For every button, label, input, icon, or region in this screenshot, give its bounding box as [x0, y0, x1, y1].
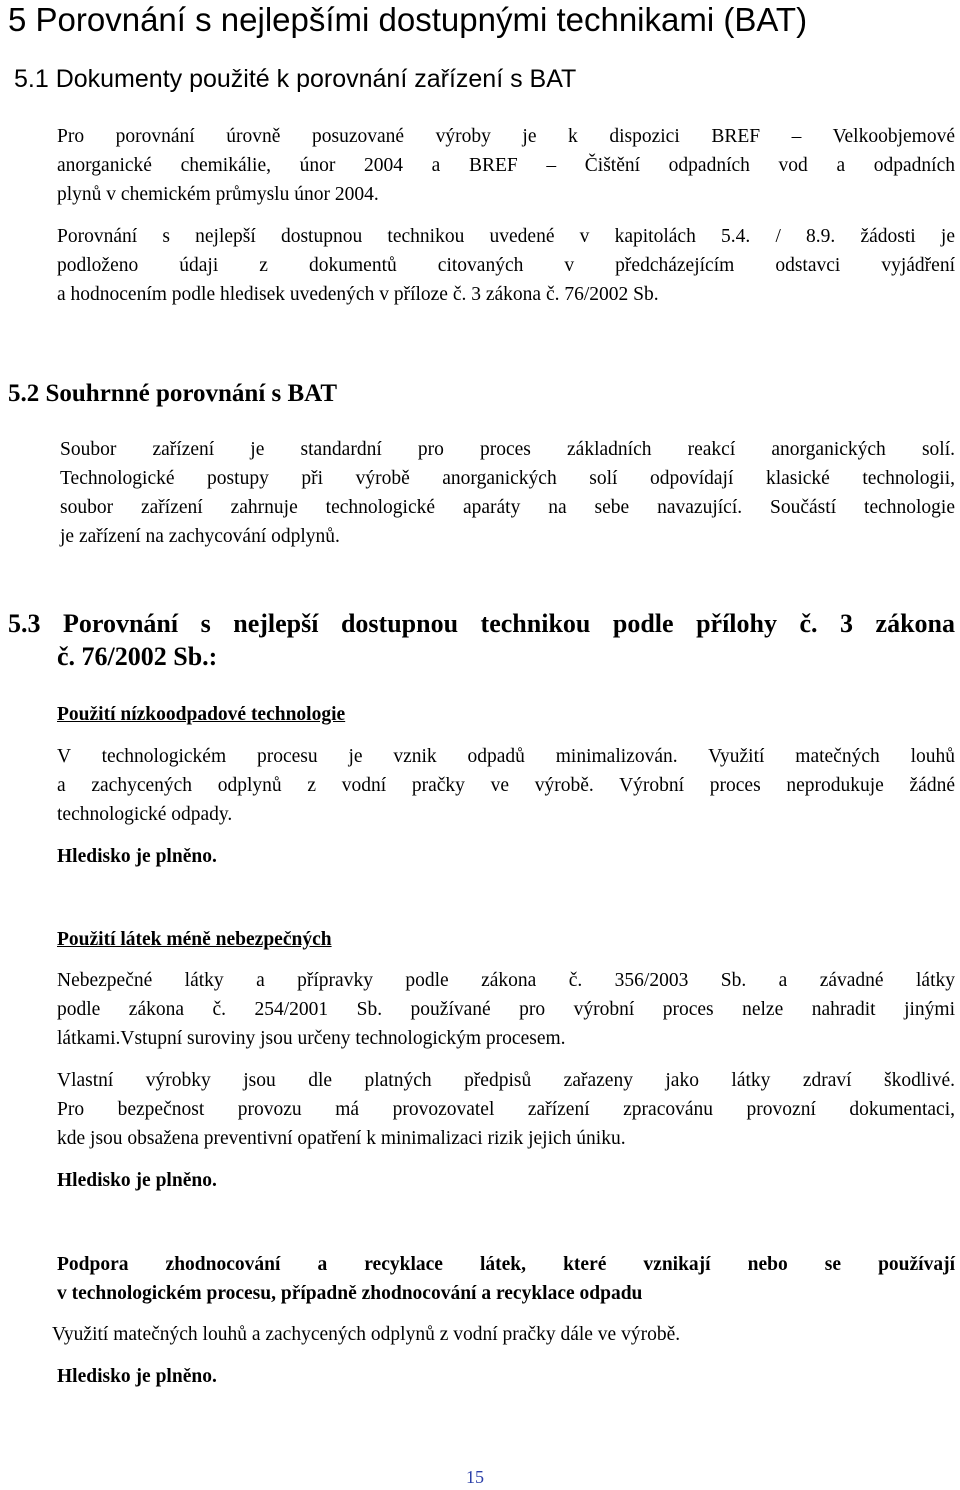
- criterion-title: Použití nízkoodpadové technologie: [57, 704, 346, 725]
- paragraph-line: Soubor zařízení je standardní pro proces základních reakcí anorganických solí.: [60, 439, 955, 460]
- criterion-title-cont: v technologickém procesu, případně zhodnocování a recyklace odpadu: [57, 1283, 643, 1304]
- paragraph-line: Pro bezpečnost provozu má provozovatel zařízení zpracovánu provozní dokumentaci,: [57, 1099, 955, 1120]
- paragraph-line: látkami.Vstupní suroviny jsou určeny technologickým procesem.: [57, 1028, 566, 1049]
- paragraph-line: technologické odpady.: [57, 804, 233, 825]
- paragraph-line: a zachycených odplynů z vodní pračky ve výrobě. Výrobní proces neprodukuje žádné: [57, 775, 955, 796]
- paragraph-line: a hodnocením podle hledisek uvedených v příloze č. 3 zákona č. 76/2002 Sb.: [57, 284, 659, 305]
- verdict: Hledisko je plněno.: [57, 846, 217, 867]
- paragraph-line: Nebezpečné látky a přípravky podle zákona č. 356/2003 Sb. a závadné látky: [57, 970, 955, 991]
- paragraph-line: Vlastní výrobky jsou dle platných předpisů zařazeny jako látky zdraví škodlivé.: [57, 1070, 955, 1091]
- paragraph-line: podloženo údaji z dokumentů citovaných v předcházejícím odstavci vyjádření: [57, 255, 955, 276]
- paragraph-line: V technologickém procesu je vznik odpadů minimalizován. Využití matečných louhů: [57, 746, 955, 767]
- paragraph-line: Porovnání s nejlepší dostupnou technikou uvedené v kapitolách 5.4. / 8.9. žádosti je: [57, 226, 955, 247]
- section-5-3-heading-cont: č. 76/2002 Sb.:: [57, 642, 218, 671]
- section-5-1-heading: 5.1 Dokumenty použité k porovnání zařízení s BAT: [14, 65, 577, 93]
- paragraph-line: Pro porovnání úrovně posuzované výroby je k dispozici BREF – Velkoobjemové: [57, 126, 955, 147]
- verdict: Hledisko je plněno.: [57, 1170, 217, 1191]
- criterion-title: Použití látek méně nebezpečných: [57, 929, 332, 950]
- criterion-title: Podpora zhodnocování a recyklace látek, které vznikají nebo se používají: [57, 1254, 955, 1275]
- paragraph-line: kde jsou obsažena preventivní opatření k minimalizaci rizik jejich úniku.: [57, 1128, 626, 1149]
- paragraph-line: podle zákona č. 254/2001 Sb. používané pro výrobní proces nelze nahradit jinými: [57, 999, 955, 1020]
- paragraph-line: je zařízení na zachycování odplynů.: [60, 526, 340, 547]
- verdict: Hledisko je plněno.: [57, 1366, 217, 1387]
- paragraph-line: Využití matečných louhů a zachycených odplynů z vodní pračky dále ve výrobě.: [52, 1324, 681, 1345]
- section-5-3-heading: 5.3 Porovnání s nejlepší dostupnou technikou podle přílohy č. 3 zákona: [8, 609, 955, 638]
- paragraph-line: soubor zařízení zahrnuje technologické aparáty na sebe navazující. Součástí technologie: [60, 497, 955, 518]
- page-title: 5 Porovnání s nejlepšími dostupnými technikami (BAT): [8, 1, 808, 38]
- page-number: 15: [466, 1467, 484, 1487]
- section-5-2-heading: 5.2 Souhrnné porovnání s BAT: [8, 380, 338, 407]
- paragraph-line: plynů v chemickém průmyslu únor 2004.: [57, 184, 379, 205]
- paragraph-line: Technologické postupy při výrobě anorganických solí odpovídají klasické technologii,: [60, 468, 955, 489]
- paragraph-line: anorganické chemikálie, únor 2004 a BREF – Čištění odpadních vod a odpadních: [57, 155, 955, 176]
